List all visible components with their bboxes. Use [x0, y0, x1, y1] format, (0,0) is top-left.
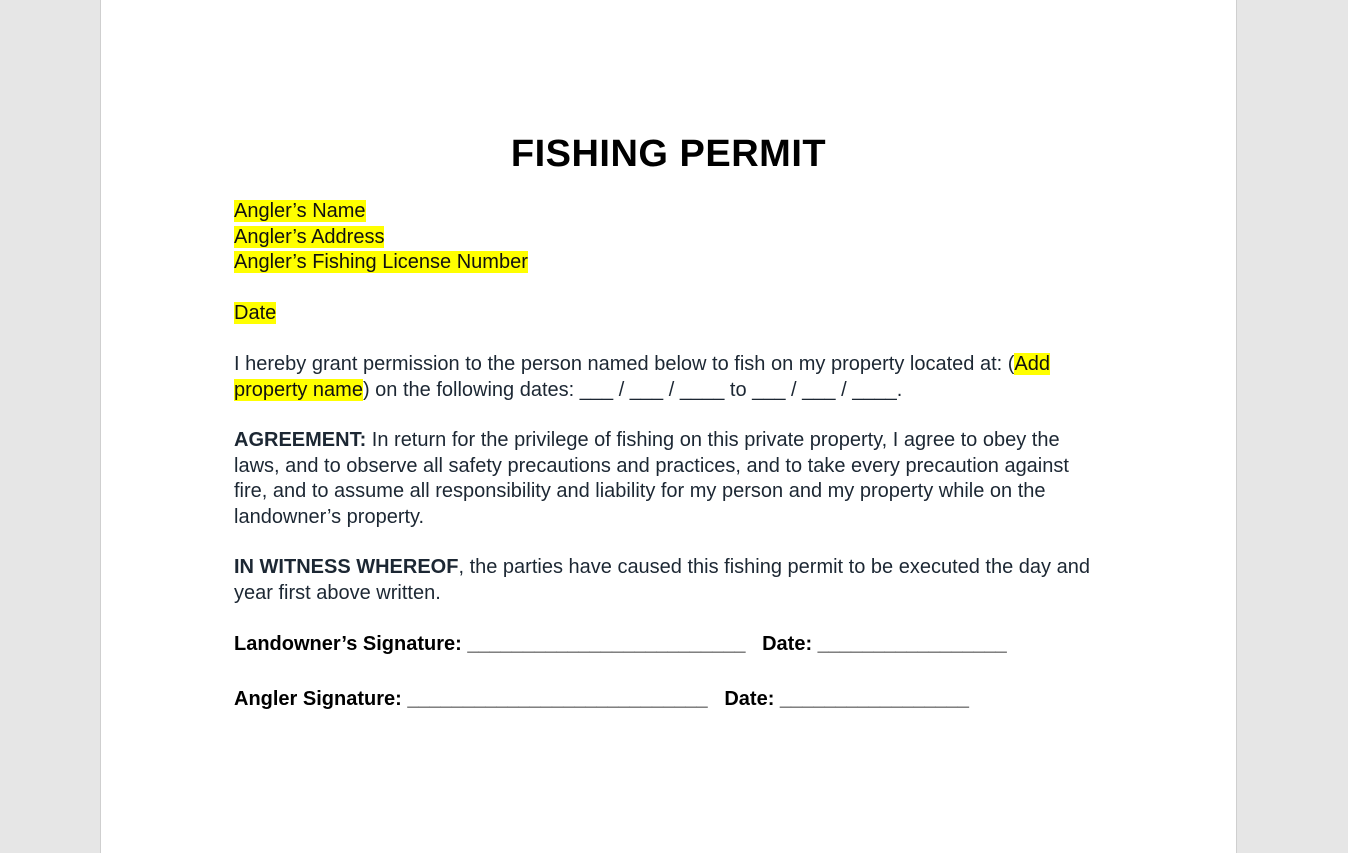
witness-label: IN WITNESS WHEREOF [234, 556, 459, 578]
property-name-placeholder-part2[interactable]: property name [234, 378, 363, 401]
agreement-paragraph [234, 428, 1104, 530]
grant-paragraph [234, 352, 1104, 403]
document-title: FISHING PERMIT [510, 133, 827, 175]
date-block [234, 301, 1104, 327]
document-page [100, 0, 1237, 853]
grant-text-after: ) on the following dates: ___ / ___ / ____ to ___ / ___ / ____. [362, 378, 903, 401]
angler-name-placeholder[interactable]: Angler’s Name [234, 200, 366, 222]
agreement-label: AGREEMENT: [234, 429, 367, 451]
agreement-text: In return for the privilege of fishing on this private property, I agree to obey the laws, and to observe all safety precautions and practices, and to take every precaution against fire, and to assume all responsibility and liability for my person and my property while on the landowner’s property. [234, 429, 1069, 528]
witness-paragraph [234, 555, 1104, 606]
grant-text-before: I hereby grant permission to the person named below to fish on my property located at: ( [234, 353, 1015, 375]
angler-license-placeholder[interactable]: Angler’s Fishing License Number [234, 251, 528, 274]
angler-address-placeholder[interactable]: Angler’s Address [234, 225, 385, 248]
landowner-signature-line[interactable]: Landowner’s Signature: _________________________ Date: _________________ [234, 633, 1007, 655]
witness-text: , the parties have caused this fishing permit to be executed the day and year first above written. [234, 556, 1090, 604]
angler-info-block [234, 199, 1104, 276]
property-name-placeholder-part1[interactable]: Add [1014, 353, 1051, 375]
date-placeholder[interactable]: Date [234, 302, 277, 324]
angler-signature-line[interactable]: Angler Signature: ___________________________ Date: _________________ [234, 688, 969, 710]
